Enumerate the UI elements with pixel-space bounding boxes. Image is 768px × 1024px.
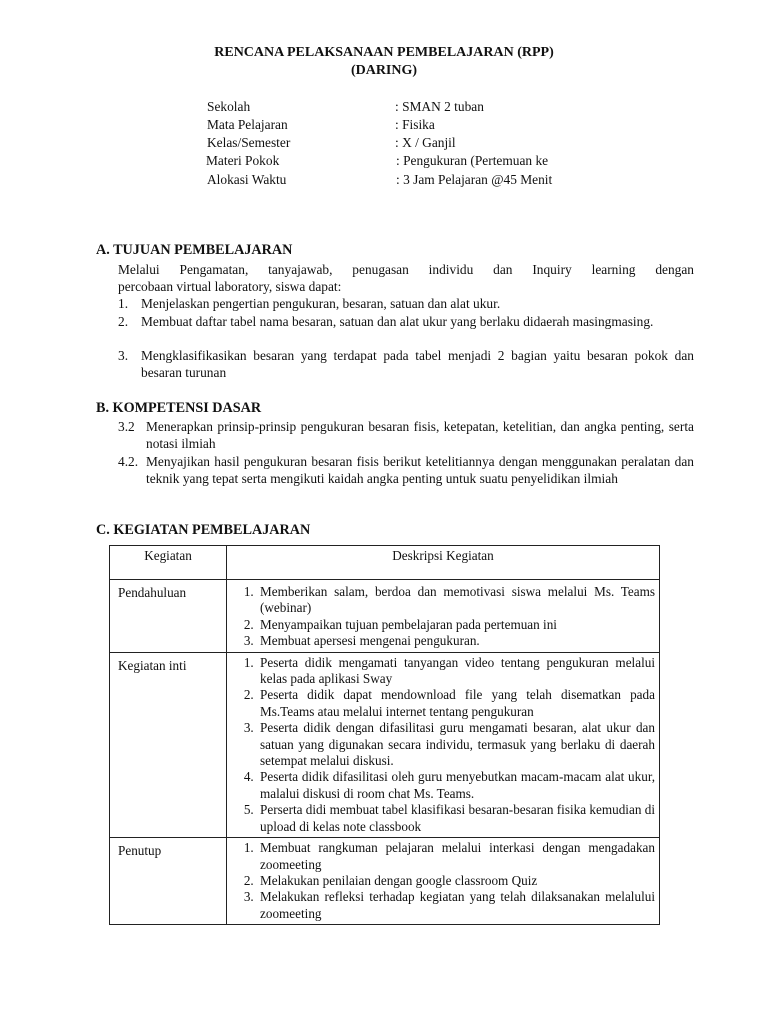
list-item: 3. Membuat apersesi mengenai pengukuran. xyxy=(257,633,655,649)
identity-row-mata-pelajaran xyxy=(207,117,627,135)
identity-value: : Pengukuran (Pertemuan ke xyxy=(396,153,549,168)
table-row-content xyxy=(227,838,660,925)
identity-label: Alokasi Waktu xyxy=(207,172,287,187)
identity-row-kelas-semester xyxy=(207,135,627,153)
identity-label: Sekolah xyxy=(207,99,251,114)
list-text: Mengklasifikasikan besaran yang terdapat pada tabel menjadi 2 bagian yaitu besaran pokok dan besaran turunan xyxy=(141,348,694,380)
list-item: 3. Peserta didik dengan difasilitasi guru mengamati besaran, alat ukur dan satuan yang digunakan secara individu, termasuk yang berlaku di daerah setempat melalui diskusi. xyxy=(257,720,655,769)
section-a-intro-line2: percobaan virtual laboratory, siswa dapat: xyxy=(118,279,342,294)
identity-value: : Fisika xyxy=(395,117,435,132)
list-item: 3. Melakukan refleksi terhadap kegiatan yang telah dilaksanakan melalului zoomeeting xyxy=(257,889,655,922)
table-row-content xyxy=(227,580,660,653)
list-item xyxy=(118,314,694,331)
list-text: Menjelaskan pengertian pengukuran, besaran, satuan dan alat ukur. xyxy=(141,296,501,311)
table-row-content xyxy=(227,652,660,837)
identity-value: : SMAN 2 tuban xyxy=(395,99,484,114)
table-row xyxy=(110,652,660,837)
table-header-row xyxy=(110,546,660,580)
table-row xyxy=(110,580,660,653)
section-b-heading: B. KOMPETENSI DASAR xyxy=(96,400,262,416)
list-item xyxy=(118,348,694,381)
list-text: Menyajikan hasil pengukuran besaran fisis berikut ketelitiannya dengan menggunakan peralatan dan teknik yang tepat serta mengikuti kaidah angka penting untuk suatu penyelidikan ilmiah xyxy=(146,454,694,486)
list-item xyxy=(118,296,694,313)
list-number: 1. xyxy=(118,296,129,311)
list-item: 1. Peserta didik mengamati tanyangan video tentang pengukuran melalui kelas pada aplikasi Sway xyxy=(257,655,655,688)
list-number: 3. xyxy=(118,348,129,363)
identity-row-alokasi-waktu xyxy=(207,172,627,190)
identity-label: Kelas/Semester xyxy=(207,135,291,150)
list-number: 4.2. xyxy=(118,454,139,469)
table-row-label: Penutup xyxy=(110,838,227,925)
list-item: 1. Membuat rangkuman pelajaran melalui interkasi dengan mengadakan zoomeeting xyxy=(257,840,655,873)
table-row xyxy=(110,838,660,925)
document-title: RENCANA PELAKSANAAN PEMBELAJARAN (RPP) xyxy=(214,45,554,60)
table-header-cell: Kegiatan xyxy=(110,546,227,580)
identity-row-sekolah xyxy=(207,99,627,117)
list-number: 2. xyxy=(118,314,129,329)
identity-value: : 3 Jam Pelajaran @45 Menit xyxy=(396,172,553,187)
section-c-heading: C. KEGIATAN PEMBELAJARAN xyxy=(96,522,311,538)
identity-value: : X / Ganjil xyxy=(395,135,456,150)
list-item: 5. Perserta didi membuat tabel klasifikasi besaran-besaran fisika kemudian di upload di kelas note classbook xyxy=(257,802,655,835)
section-a-heading: A. TUJUAN PEMBELAJARAN xyxy=(96,242,293,258)
list-item: 2. Peserta didik dapat mendownload file yang telah disematkan pada Ms.Teams atau melalui internet tentang pengukuran xyxy=(257,687,655,720)
list-item xyxy=(118,454,694,487)
list-item: 2. Melakukan penilaian dengan google classroom Quiz xyxy=(257,873,655,889)
document-subtitle: (DARING) xyxy=(350,63,418,78)
identity-label: Mata Pelajaran xyxy=(207,117,288,132)
kegiatan-table xyxy=(109,545,660,925)
list-item: 4. Peserta didik difasilitasi oleh guru menyebutkan macam-macam alat ukur, malalui diskusi di room chat Ms. Teams. xyxy=(257,769,655,802)
list-text: Membuat daftar tabel nama besaran, satuan dan alat ukur yang berlaku didaerah masingmasing. xyxy=(141,314,654,329)
list-item: 2. Menyampaikan tujuan pembelajaran pada pertemuan ini xyxy=(257,617,655,633)
table-header-cell: Deskripsi Kegiatan xyxy=(227,546,660,580)
list-item: 1. Memberikan salam, berdoa dan memotivasi siswa melalui Ms. Teams (webinar) xyxy=(257,584,655,617)
identity-label: Materi Pokok xyxy=(206,153,280,168)
table-row-label: Kegiatan inti xyxy=(110,652,227,837)
list-item xyxy=(118,419,694,452)
section-a-intro-line1: Melalui Pengamatan, tanyajawab, penugasan individu dan Inquiry learning dengan xyxy=(118,262,694,277)
identity-row-materi-pokok xyxy=(206,153,626,171)
table-row-label: Pendahuluan xyxy=(110,580,227,653)
list-number: 3.2 xyxy=(118,419,135,434)
list-text: Menerapkan prinsip-prinsip pengukuran besaran fisis, ketepatan, ketelitian, dan angka penting, serta notasi ilmiah xyxy=(146,419,694,451)
